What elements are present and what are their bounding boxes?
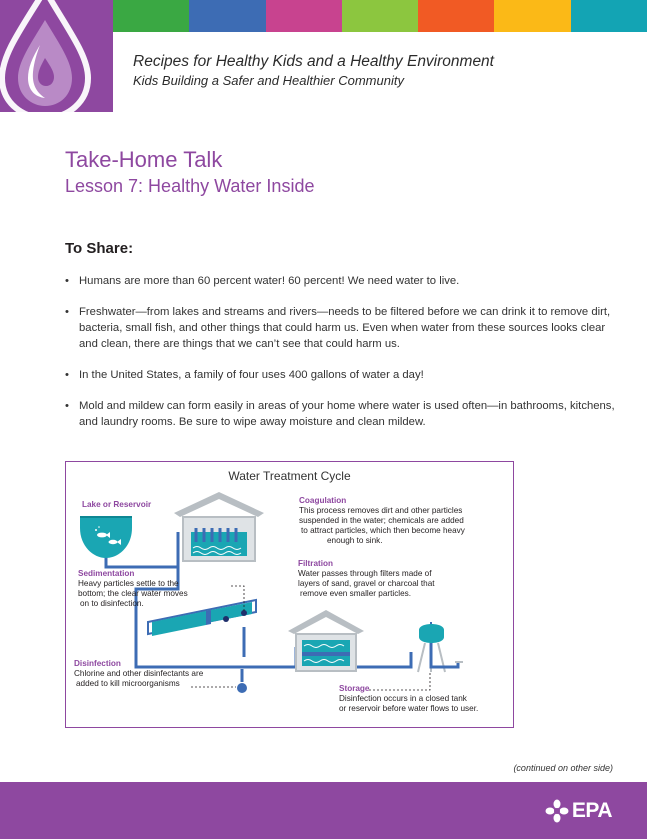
- program-subtitle: Recipes for Healthy Kids and a Healthy Environment: [133, 53, 494, 70]
- filtration-text: Water passes through filters made of layers of sand, gravel or charcoal that remove even smaller particles.: [298, 569, 435, 598]
- sedimentation-label: Sedimentation: [78, 569, 135, 578]
- disinfection-valve-icon: [237, 683, 247, 693]
- disinfection-label: Disinfection: [74, 659, 121, 668]
- list-item: • Freshwater—from lakes and streams and rivers—needs to be filtered before we can drink it to remove dirt, bacteria, small fish, and other things that could harm us. Even when water from these sources looks clear and clean, there are things that we can’t see that could harm us.: [65, 304, 620, 352]
- diagram-title: Water Treatment Cycle: [228, 469, 351, 483]
- coagulation-text: This process removes dirt and other particles suspended in the water; chemicals are added to attract particles, which then become heavy enough to sink.: [299, 506, 465, 545]
- water-treatment-diagram: [65, 461, 514, 728]
- epa-logo: [545, 799, 612, 823]
- storage-label: Storage: [339, 684, 370, 693]
- color-bar-segment: [571, 0, 647, 32]
- color-bar-segment: [189, 0, 265, 32]
- continued-note: (continued on other side): [513, 763, 613, 773]
- sedimentation-text: Heavy particles settle to the bottom; the clear water moves on to disinfection.: [78, 579, 188, 608]
- footer-bar: [0, 782, 647, 839]
- list-item: • In the United States, a family of four uses 400 gallons of water a day!: [65, 367, 620, 383]
- share-list: [65, 273, 620, 445]
- epa-flower-icon: [545, 799, 569, 823]
- coagulation-label: Coagulation: [299, 496, 347, 505]
- water-drop-icon: [0, 0, 113, 112]
- storage-tank-icon: [418, 622, 463, 672]
- lesson-title: Lesson 7: Healthy Water Inside: [65, 176, 315, 196]
- epa-logo-text: EPA: [571, 799, 612, 822]
- filtration-house-icon: [288, 610, 364, 671]
- page-title: Take-Home Talk: [65, 147, 223, 172]
- color-bar-segment: [342, 0, 418, 32]
- color-bar-segment: [418, 0, 494, 32]
- storage-text: Disinfection occurs in a closed tank or reservoir before water flows to user.: [339, 694, 479, 713]
- program-tagline: Kids Building a Safer and Healthier Community: [133, 73, 404, 88]
- lake-icon: [80, 517, 132, 558]
- filtration-label: Filtration: [298, 559, 334, 568]
- color-bar-segment: [113, 0, 189, 32]
- header-logo: [0, 0, 113, 112]
- color-bar-segment: [266, 0, 342, 32]
- coagulation-house-icon: [174, 492, 264, 561]
- disinfection-text: Chlorine and other disinfectants are added to kill microorganisms: [74, 669, 204, 688]
- color-bar: [113, 0, 647, 32]
- lake-label: Lake or Reservoir: [82, 500, 152, 509]
- share-heading: To Share:: [65, 240, 134, 257]
- list-item: • Humans are more than 60 percent water! 60 percent! We need water to live.: [65, 273, 620, 289]
- list-item: • Mold and mildew can form easily in areas of your home where water is used often—in bathrooms, kitchens, and laundry rooms. Be sure to wipe away moisture and clean mildew.: [65, 398, 620, 430]
- color-bar-segment: [494, 0, 570, 32]
